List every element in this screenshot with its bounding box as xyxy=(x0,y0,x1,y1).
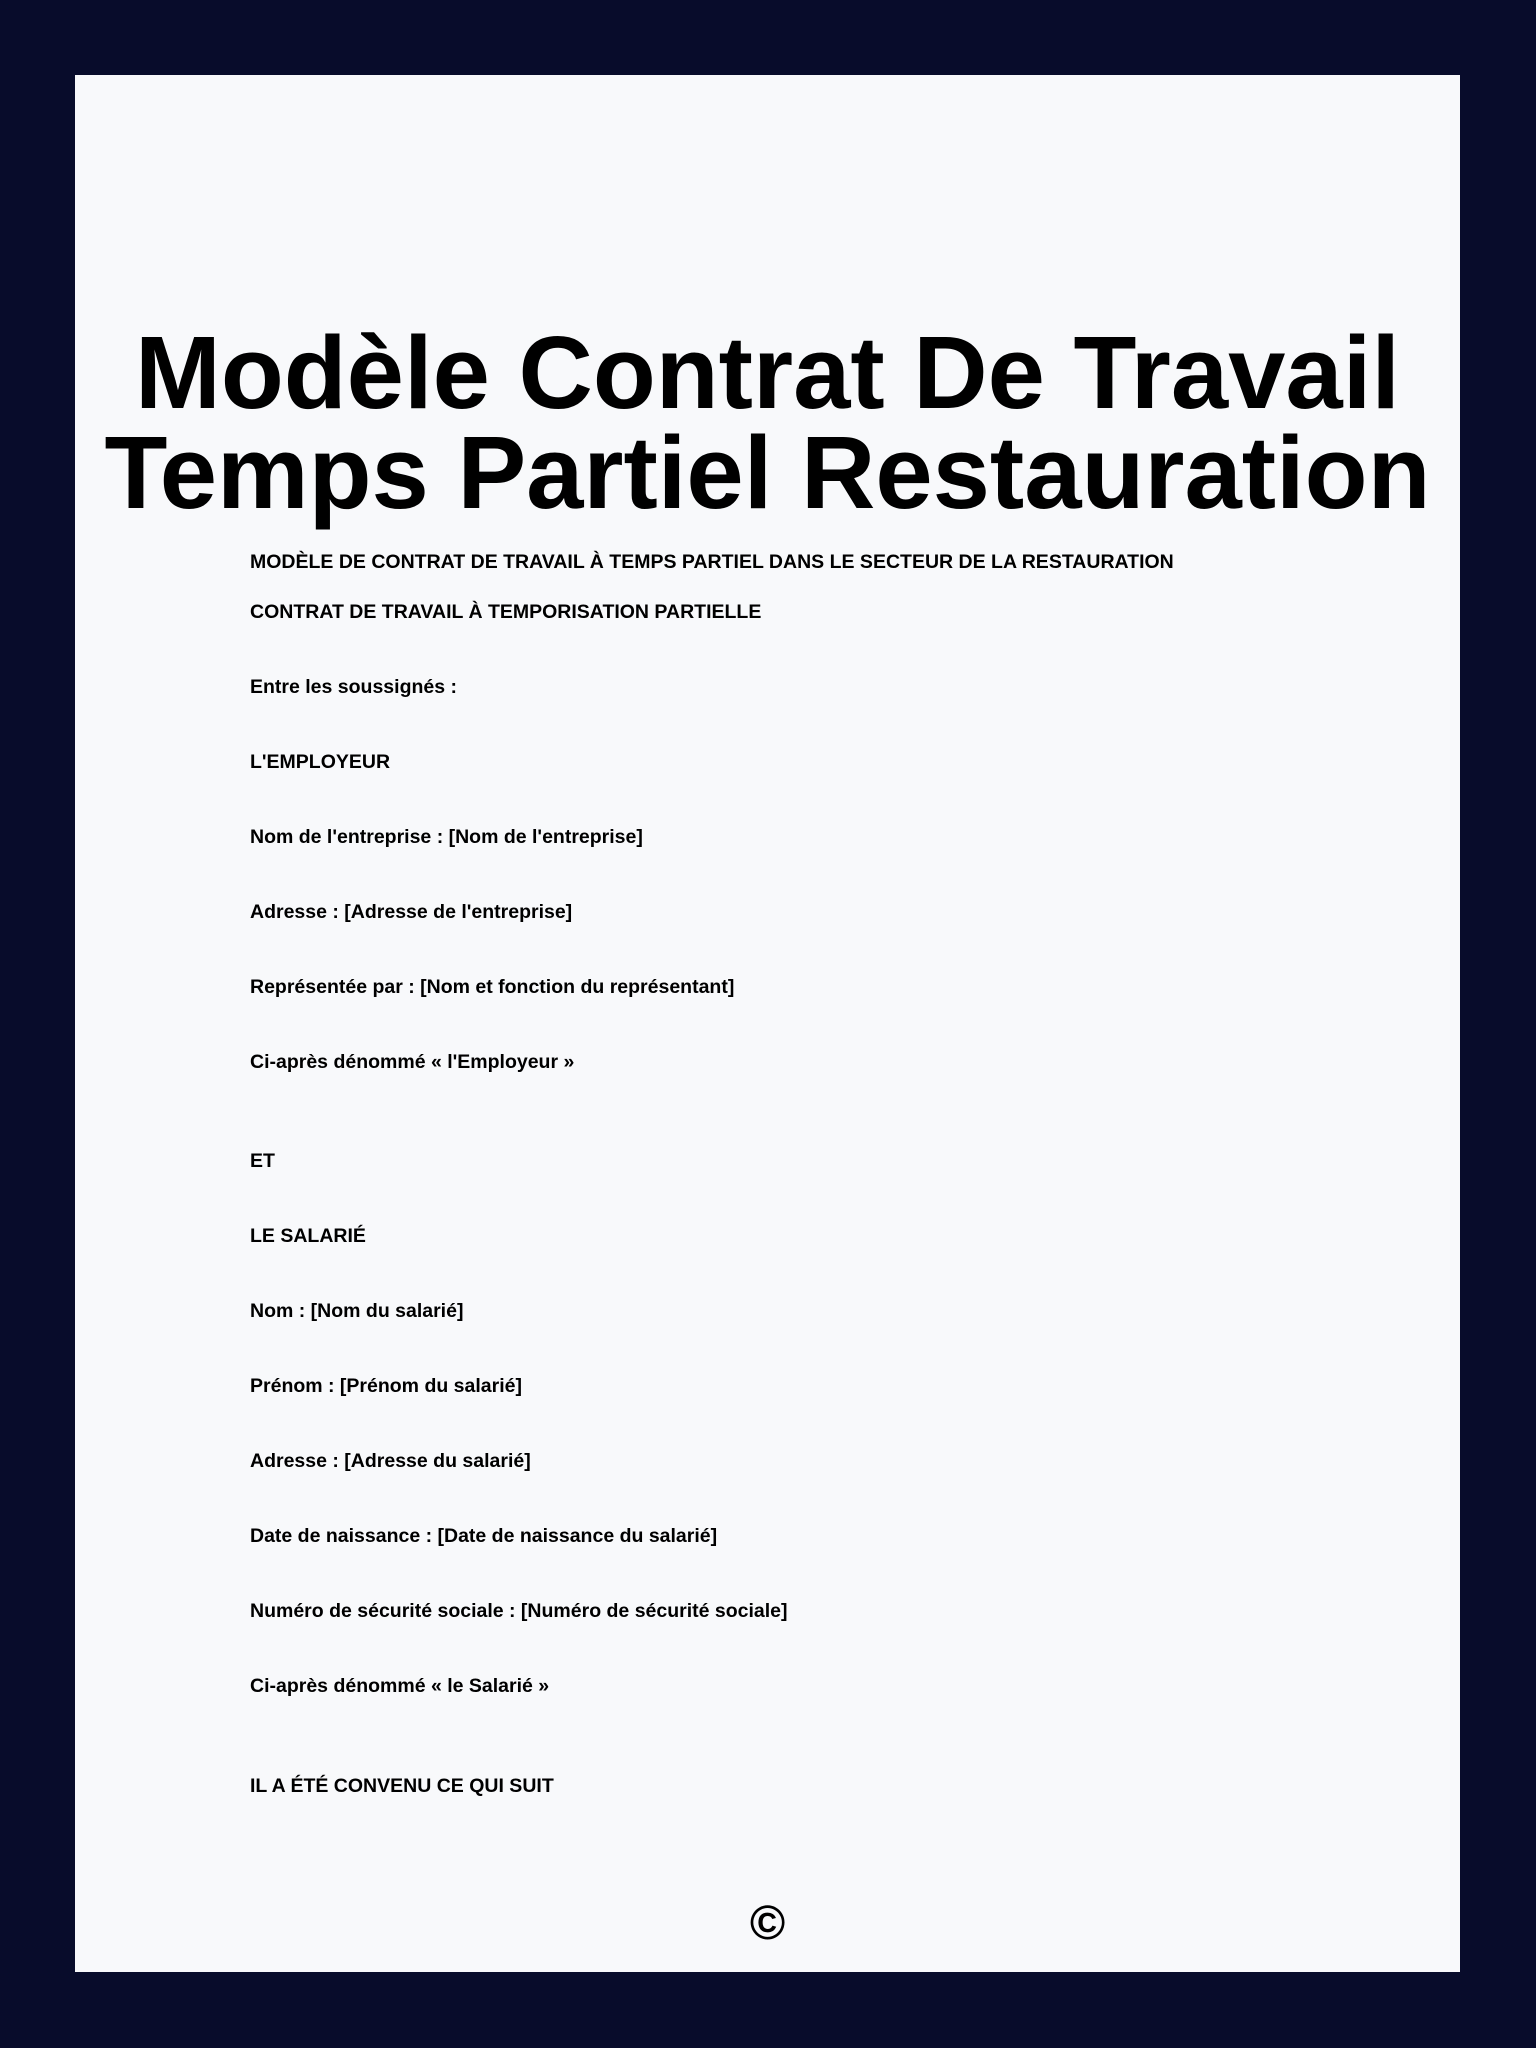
contract-subheading: CONTRAT DE TRAVAIL À TEMPORISATION PARTIELLE xyxy=(250,601,762,623)
agreement-heading: IL A ÉTÉ CONVENU CE QUI SUIT xyxy=(250,1775,554,1797)
employer-company-name: Nom de l'entreprise : [Nom de l'entreprise] xyxy=(250,826,643,848)
employee-heading: LE SALARIÉ xyxy=(250,1225,366,1247)
employee-birth-date: Date de naissance : [Date de naissance du salarié] xyxy=(250,1525,718,1547)
contract-heading: MODÈLE DE CONTRAT DE TRAVAIL À TEMPS PARTIEL DANS LE SECTEUR DE LA RESTAURATION xyxy=(250,551,1174,573)
employee-last-name: Nom : [Nom du salarié] xyxy=(250,1300,464,1322)
copyright-icon: © xyxy=(749,1897,786,1950)
employee-designation: Ci-après dénommé « le Salarié » xyxy=(250,1675,550,1697)
title-line-1: Modèle Contrat De Travail xyxy=(135,315,1400,430)
employer-designation: Ci-après dénommé « l'Employeur » xyxy=(250,1051,575,1073)
parties-and: ET xyxy=(250,1150,275,1172)
employer-representative: Représentée par : [Nom et fonction du représentant] xyxy=(250,976,735,998)
employer-heading: L'EMPLOYEUR xyxy=(250,751,391,773)
document-page xyxy=(75,75,1460,1972)
employee-first-name: Prénom : [Prénom du salarié] xyxy=(250,1375,522,1397)
title-line-2: Temps Partiel Restauration xyxy=(104,415,1431,530)
employee-social-security: Numéro de sécurité sociale : [Numéro de sécurité sociale] xyxy=(250,1600,788,1622)
parties-intro: Entre les soussignés : xyxy=(250,676,457,698)
employee-address: Adresse : [Adresse du salarié] xyxy=(250,1450,531,1472)
document-title xyxy=(75,315,1460,530)
employer-address: Adresse : [Adresse de l'entreprise] xyxy=(250,901,573,923)
